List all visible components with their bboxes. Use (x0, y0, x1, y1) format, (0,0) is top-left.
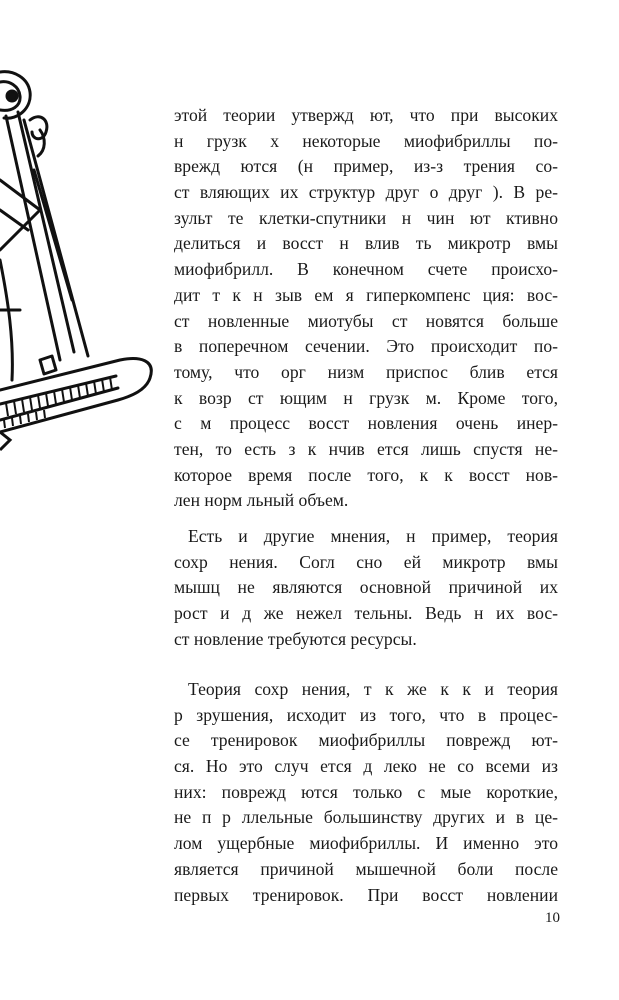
text-line: которое время после того, к к восст нов- (174, 464, 558, 485)
text-line: дит т к н зыв ем я гиперкомпенс ция: вос- (174, 284, 558, 305)
paragraph-1 (174, 103, 558, 514)
text-line: сохр нения. Согл сно ей микротр вмы (174, 551, 558, 572)
page-number: 10 (545, 910, 560, 926)
sextant-illustration (0, 60, 165, 455)
paragraph-3 (174, 677, 558, 908)
text-line: не п р ллельные большинству других и в це- (174, 807, 558, 828)
text-line: в поперечном сечении. Это происходит по- (174, 336, 558, 357)
text-line: ст вляющих их структур друг о друг ). В ре- (174, 182, 558, 203)
text-line: них: поврежд ются только с мые короткие, (174, 781, 558, 802)
text-line: ст новленные миотубы ст новятся больше (174, 310, 558, 331)
text-line: зульт те клетки-спутники н чин ют ктивно (174, 207, 558, 228)
text-line: р зрушения, исходит из того, что в процес- (174, 704, 558, 725)
text-line: с м процесс восст новления очень инер- (174, 413, 558, 434)
text-line: рост и д же нежел тельны. Ведь н их вос- (174, 603, 558, 624)
text-line: к возр ст ющим н грузк м. Кроме того, (174, 387, 558, 408)
text-line: миофибрилл. В конечном счете происхо- (174, 259, 558, 280)
text-line: первых тренировок. При восст новлении (174, 884, 558, 905)
text-line: тому, что орг низм приспос блив ется (174, 361, 558, 382)
text-line: этой теории утвержд ют, что при высоких (174, 105, 558, 125)
text-line: ся. Но это случ ется д леко не со всеми из (174, 756, 558, 777)
text-line: ст новление требуются ресурсы. (174, 628, 417, 649)
text-line: делиться и восст н влив ть микротр вмы (174, 233, 558, 254)
text-line: врежд ются (н пример, из-з трения со- (174, 156, 558, 177)
text-line: се тренировок миофибриллы поврежд ют- (174, 730, 558, 751)
text-line: тен, то есть з к нчив ется лишь спустя не- (174, 438, 558, 459)
text-line: лом ущербные миофибриллы. И именно это (174, 833, 558, 854)
text-line: лен норм льный объем. (174, 490, 349, 511)
paragraph-2 (174, 524, 558, 652)
text-line: Теория сохр нения, т к же к к и теория (188, 679, 558, 699)
text-line: н грузк х некоторые миофибриллы по- (174, 130, 558, 151)
text-line: Есть и другие мнения, н пример, теория (188, 526, 558, 546)
text-line: мышц не являются основной причиной их (174, 577, 558, 598)
text-line: является причиной мышечной боли после (174, 858, 558, 879)
